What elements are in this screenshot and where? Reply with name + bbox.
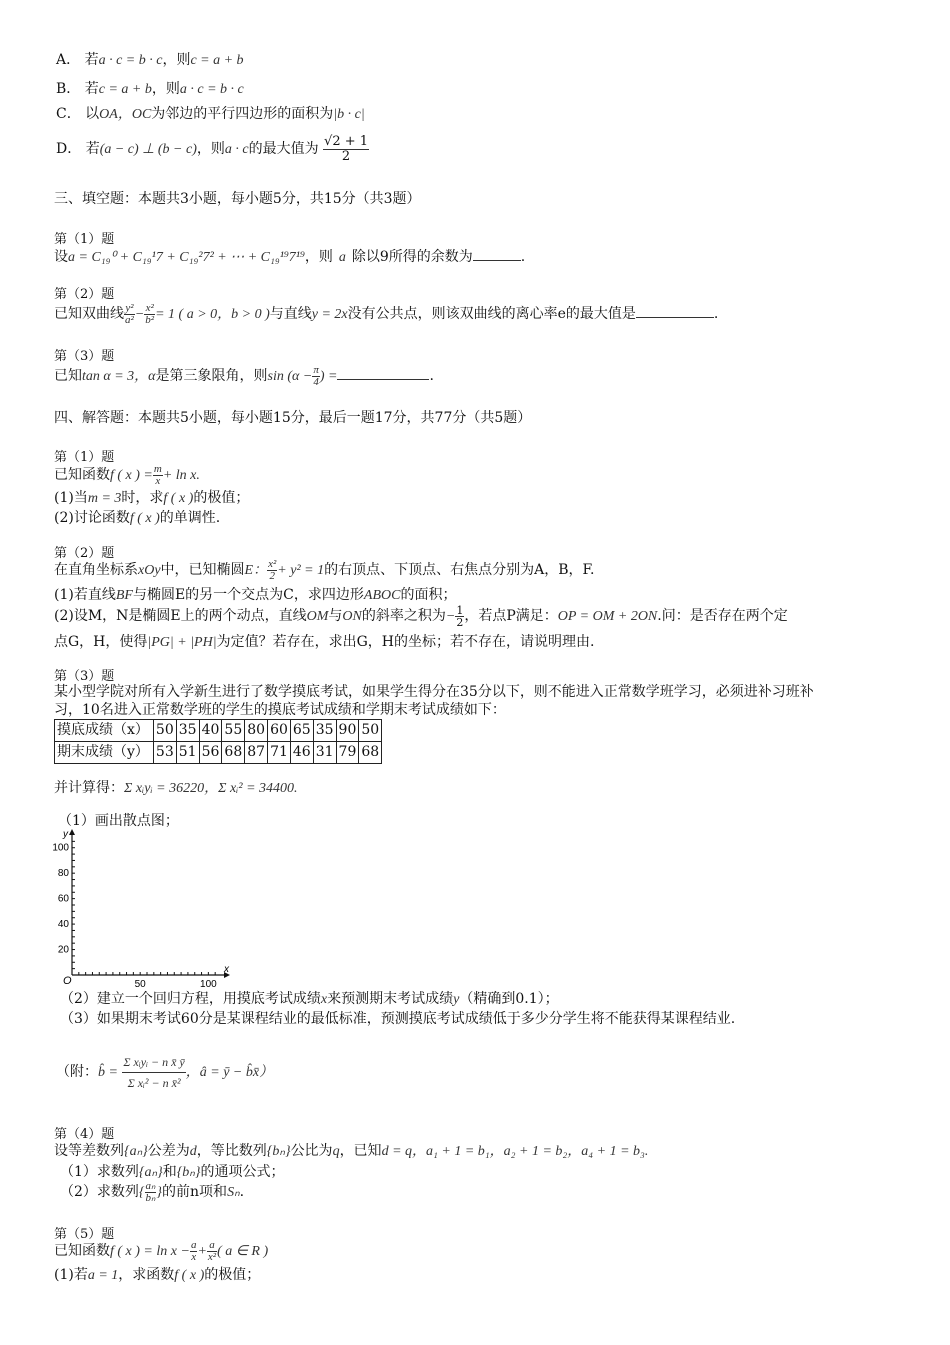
answer-blank[interactable] xyxy=(337,367,429,380)
table-cell: 46 xyxy=(290,742,313,764)
q3-part3: （3）如果期末考试60分是某课程结业的最低标准，预测摸底考试成绩低于多少分学生将不能获得某课程结业. xyxy=(60,1011,736,1027)
math: + y² = 1 xyxy=(277,563,325,578)
text: 在直角坐标系 xyxy=(54,562,138,578)
table-cell: 79 xyxy=(336,742,359,764)
fraction xyxy=(267,559,277,582)
table-cell: 53 xyxy=(153,742,176,764)
numerator: √2 + 1 xyxy=(324,133,369,149)
math: x xyxy=(320,992,328,1007)
q1-stem xyxy=(54,462,200,489)
math: q xyxy=(332,1144,340,1159)
math: a · c = b · c xyxy=(98,53,163,68)
math: {bₙ} xyxy=(266,1144,291,1159)
option-label: C． xyxy=(56,106,81,122)
math: b̂ = xyxy=(98,1065,118,1080)
numerator: a xyxy=(190,1238,197,1251)
math: m = 3 xyxy=(87,491,122,506)
text: (2)讨论函数 xyxy=(54,510,130,526)
text: （2）建立一个回归方程，用摸底考试成绩 xyxy=(60,991,321,1007)
table-row xyxy=(55,720,382,742)
math: y xyxy=(453,992,460,1007)
answer-blank[interactable] xyxy=(636,305,714,318)
option-b xyxy=(56,80,244,99)
option-c xyxy=(56,105,365,124)
fraction xyxy=(312,365,320,388)
table-cell: 90 xyxy=(336,720,359,742)
table-cell: 50 xyxy=(359,720,382,742)
fraction xyxy=(323,135,369,164)
x-tick-label: 50 xyxy=(134,979,146,988)
math: d xyxy=(189,1144,197,1159)
text: 已知双曲线 xyxy=(54,306,124,322)
math: |PG| + |PH| xyxy=(147,635,217,650)
denominator: bₙ xyxy=(145,1191,156,1204)
numerator: aₙ xyxy=(145,1179,156,1192)
math: a = C₁₉⁰ + C₁₉¹7 + C₁₉²7² + ⋯ + C₁₉¹⁹7¹⁹ xyxy=(68,250,305,265)
fill-question-2 xyxy=(54,300,718,329)
text: 为定值？若存在，求出G，H的坐标；若不存在，请说明理由. xyxy=(216,634,595,650)
q2-part2-cont xyxy=(54,633,594,652)
table-row xyxy=(55,742,382,764)
table-cell: 68 xyxy=(359,742,382,764)
q2-stem xyxy=(54,557,595,584)
text: ，已知 xyxy=(339,1143,382,1159)
fraction xyxy=(153,464,163,487)
text: 与椭圆E的另一个交点为C，求四边形 xyxy=(132,587,364,603)
text: 和 xyxy=(162,1164,177,1180)
math: c = a + b xyxy=(98,82,152,97)
section-title: 三、填空题：本题共3小题，每小题5分，共15分（共3题） xyxy=(54,191,421,207)
denominator: Σ xᵢ² − n x̄² xyxy=(127,1075,181,1090)
numerator: m xyxy=(153,462,162,475)
denominator: 4 xyxy=(313,375,319,388)
text: 与直线 xyxy=(269,306,312,322)
text: 中，已知椭圆 xyxy=(160,562,245,578)
table-cell: 56 xyxy=(199,742,222,764)
text: ，则 xyxy=(196,141,225,157)
y-tick-label: 20 xyxy=(57,944,69,956)
fraction xyxy=(122,1052,185,1093)
text: 已知函数 xyxy=(54,1243,110,1259)
math: a · c xyxy=(224,142,249,157)
math: f ( x ) xyxy=(174,1268,205,1283)
table-cell: 60 xyxy=(268,720,291,742)
text: 来预测期末考试成绩 xyxy=(327,991,454,1007)
table-cell: 68 xyxy=(222,742,245,764)
denominator: 2 xyxy=(456,615,464,629)
denominator: x xyxy=(191,1250,197,1263)
math: c = a + b xyxy=(190,53,244,68)
text: . xyxy=(713,306,719,322)
option-label: B． xyxy=(56,81,81,97)
math: OP = OM + 2ON xyxy=(557,609,658,624)
math: Σ xᵢyᵢ = 36220，Σ xᵢ² = 34400. xyxy=(124,781,298,796)
text: 公比为 xyxy=(290,1143,333,1159)
option-d xyxy=(56,132,369,167)
text: .问：是否存在两个定 xyxy=(657,608,788,624)
denominator: a² xyxy=(125,313,134,326)
math: f ( x ) = xyxy=(110,468,153,483)
math: (a − c) ⊥ (b − c) xyxy=(99,142,197,157)
math: f ( x ) xyxy=(163,491,194,506)
text: 若 xyxy=(85,141,100,157)
y-tick-label: 100 xyxy=(52,842,69,854)
text: (2)设M，N是椭圆E上的两个动点，直线 xyxy=(54,608,307,624)
text: 已知函数 xyxy=(54,467,110,483)
table-cell: 65 xyxy=(290,720,313,742)
q3-part2 xyxy=(60,990,559,1009)
score-table xyxy=(54,719,382,764)
y-tick-label: 80 xyxy=(57,868,69,880)
text: (1)当 xyxy=(54,490,88,506)
text: ，则 xyxy=(304,249,333,265)
fill-question-3 xyxy=(54,362,434,391)
q4-stem xyxy=(54,1142,648,1161)
q3-stem-line2: 习，10名进入正常数学班的学生的摸底考试成绩和学期末考试成绩如下： xyxy=(54,702,506,718)
answer-blank[interactable] xyxy=(473,248,521,261)
math: + xyxy=(197,1244,207,1259)
text: 点G，H，使得 xyxy=(54,634,148,650)
x-axis-label: x xyxy=(224,964,229,975)
denominator: b² xyxy=(145,313,155,326)
text: 已知 xyxy=(54,368,82,384)
math: sin (α − xyxy=(267,369,313,384)
option-a xyxy=(56,51,244,70)
question-number: 第（3）题 xyxy=(54,669,115,684)
text: ，则 xyxy=(162,52,191,68)
question-number: 第（3）题 xyxy=(54,349,115,364)
math: BF xyxy=(115,588,133,603)
math: ，â = ȳ − b̂x̄） xyxy=(185,1065,274,1080)
denominator: 2 xyxy=(269,569,275,582)
math: a · c = b · c xyxy=(179,82,244,97)
question-number: 第（4）题 xyxy=(54,1127,115,1142)
q5-stem xyxy=(54,1238,268,1265)
fraction xyxy=(145,1181,157,1204)
math: tan α = 3，α xyxy=(82,369,156,384)
numerator: a xyxy=(207,1240,217,1252)
option-label: A． xyxy=(56,52,81,68)
fraction xyxy=(207,1240,217,1263)
math: y = 2x xyxy=(311,307,348,322)
table-cell: 35 xyxy=(313,720,336,742)
numerator: Σ xᵢyᵢ − n x̄ ȳ xyxy=(122,1052,185,1073)
math: a = 1 xyxy=(87,1268,119,1283)
text: ，则 xyxy=(151,81,180,97)
table-cell: 87 xyxy=(245,742,268,764)
math: OM xyxy=(306,609,329,624)
q3-stem-line1: 某小型学院对所有入学新生进行了数学摸底考试，如果学生得分在35分以下，则不能进入正常数学班学习，必须进补习班补 xyxy=(54,684,814,700)
denominator: x² xyxy=(207,1250,217,1263)
denominator: x xyxy=(155,474,161,487)
table-cell: 35 xyxy=(176,720,199,742)
math: d = q，a₁ + 1 = b₁，a₂ + 1 = b₂，a₄ + 1 = b₃. xyxy=(381,1144,649,1159)
text: . xyxy=(239,1184,245,1200)
section-title: 四、解答题：本题共5小题，每小题15分，最后一题17分，共77分（共5题） xyxy=(54,410,532,426)
y-tick-label: 40 xyxy=(57,919,69,931)
q1-part2 xyxy=(54,509,220,528)
text: 的极值； xyxy=(204,1267,261,1283)
math: ON xyxy=(342,609,362,624)
option-label: D． xyxy=(56,141,82,157)
math: xOy xyxy=(138,563,161,578)
text: 的单调性. xyxy=(159,510,221,526)
text: 若 xyxy=(84,81,99,97)
q4-part2: （2）求数列{ $\frac{\text{aₙ}}{\text{bₙ}}$ }的前n项和Sₙ. xyxy=(60,1179,245,1204)
math: {bₙ} xyxy=(176,1165,201,1180)
question-number: 第（5）题 xyxy=(54,1227,115,1242)
table-cell: 51 xyxy=(176,742,199,764)
text: 没有公共点，则该双曲线的离心率e的最大值是 xyxy=(347,306,636,322)
math: f ( x ) xyxy=(129,511,160,526)
text: 是第三象限角，则 xyxy=(155,368,268,384)
text: ，求函数 xyxy=(118,1267,175,1283)
text: （附： xyxy=(56,1064,98,1080)
math: ( a ∈ R ) xyxy=(217,1244,269,1259)
text: 除以9所得的余数为 xyxy=(351,249,473,265)
q5-part1 xyxy=(54,1266,260,1285)
math: {aₙ} xyxy=(138,1165,163,1180)
numerator: y² xyxy=(125,301,134,314)
text: 设等差数列 xyxy=(54,1143,124,1159)
math: |b · c| xyxy=(333,107,365,122)
text: (1)若 xyxy=(54,1267,88,1283)
fraction xyxy=(124,303,135,326)
table-cell: 50 xyxy=(153,720,176,742)
text: （2）求数列 xyxy=(60,1184,139,1200)
y-axis-label: y xyxy=(63,829,68,840)
math: E： xyxy=(244,563,268,578)
text: 的最大值为 xyxy=(248,141,319,157)
text: 的右顶点、下顶点、右焦点分别为A，B，F. xyxy=(324,562,595,578)
text: 为邻边的平行四边形的面积为 xyxy=(151,106,334,122)
text: 以 xyxy=(85,106,100,122)
question-number: 第（2）题 xyxy=(54,546,115,561)
math: OA，OC xyxy=(99,107,152,122)
y-axis-arrow xyxy=(69,829,75,835)
fill-question-1: 设a = C₁₉⁰ + C₁₉¹7 + C₁₉²7² + ⋯ + C₁₉¹⁹7¹⁹，则 a 除以9所得的余数为 . xyxy=(54,249,526,265)
text: 时，求 xyxy=(121,490,164,506)
denominator: 2 xyxy=(341,148,351,164)
text: 公差为 xyxy=(147,1143,190,1159)
math: Sₙ xyxy=(227,1185,240,1200)
text: (1)若直线 xyxy=(54,587,116,603)
numerator: x² xyxy=(145,301,154,314)
fraction xyxy=(144,303,155,326)
q1-part1 xyxy=(54,489,249,508)
y-tick-label: 60 xyxy=(57,893,69,905)
fraction xyxy=(455,605,464,628)
table-cell: 71 xyxy=(268,742,291,764)
question-number: 第（1）题 xyxy=(54,232,115,247)
x-tick-label: 100 xyxy=(200,979,217,988)
math: {aₙ} xyxy=(124,1144,148,1159)
text: 设 xyxy=(54,249,68,265)
table-cell: 80 xyxy=(245,720,268,742)
text: （1）求数列 xyxy=(60,1164,139,1180)
text: 的前n项和 xyxy=(162,1184,228,1200)
table-cell: 55 xyxy=(222,720,245,742)
table-row-header: 期末成绩（y） xyxy=(55,742,154,764)
text: 若 xyxy=(84,52,99,68)
text: ，若点P满足： xyxy=(464,608,558,624)
q2-part2 xyxy=(54,602,788,631)
table-row-header: 摸底成绩（x） xyxy=(55,720,154,742)
text: . xyxy=(429,368,434,384)
q3-calc xyxy=(54,779,298,798)
text: 并计算得： xyxy=(54,780,124,796)
table-cell: 40 xyxy=(199,720,222,742)
math: = 1 ( a > 0，b > 0 ) xyxy=(155,307,270,322)
text: . xyxy=(520,249,526,265)
text: （精确到0.1）； xyxy=(459,991,559,1007)
text: ，等比数列 xyxy=(196,1143,267,1159)
math: − xyxy=(134,307,145,322)
numerator: x² xyxy=(268,557,277,570)
numerator: π xyxy=(313,363,319,376)
text: 的通项公式； xyxy=(200,1164,285,1180)
scatter-chart xyxy=(50,828,230,988)
table-cell: 31 xyxy=(313,742,336,764)
question-number: 第（1）题 xyxy=(54,450,115,465)
q3-part1: （1）画出散点图； xyxy=(58,813,179,829)
math: f ( x ) = ln x − xyxy=(110,1244,190,1259)
text: 与 xyxy=(328,608,343,624)
math: + ln x. xyxy=(162,468,200,483)
text: 的面积； xyxy=(400,587,457,603)
text: 的斜率之积为 xyxy=(361,608,446,624)
question-number: 第（2）题 xyxy=(54,287,115,302)
text: 的极值； xyxy=(193,490,250,506)
q3-formula xyxy=(56,1044,273,1101)
math: ABOC xyxy=(363,588,401,603)
origin-label: O xyxy=(63,975,72,987)
math: − xyxy=(445,609,456,624)
numerator: 1 xyxy=(456,603,464,617)
math: ) = xyxy=(319,369,338,384)
